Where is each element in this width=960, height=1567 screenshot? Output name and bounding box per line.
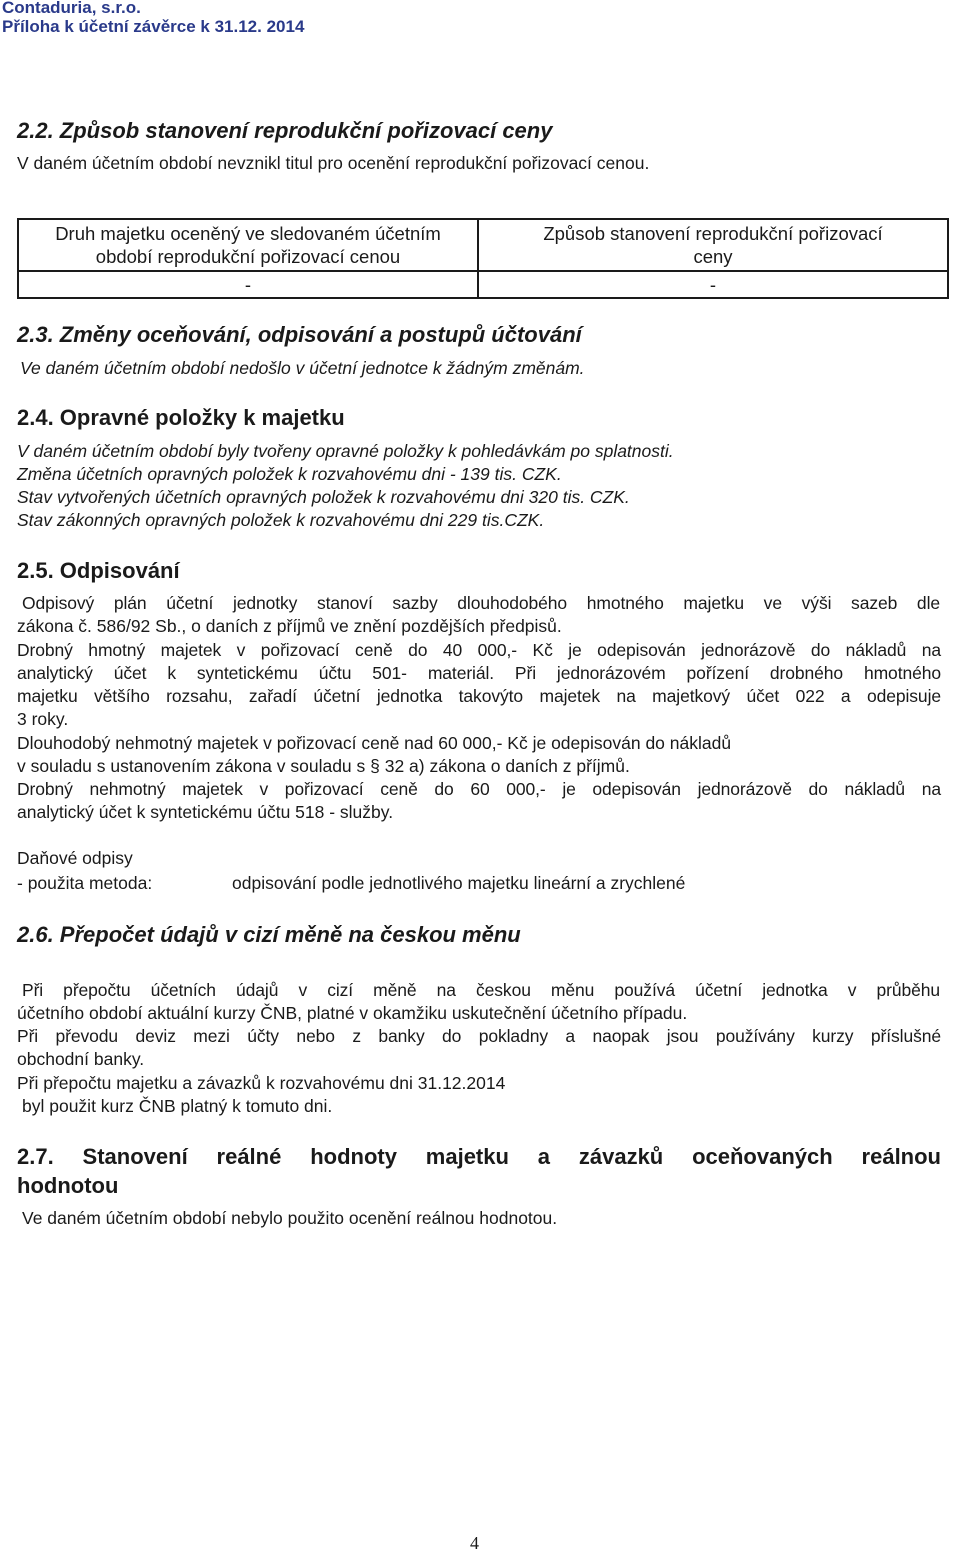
table-cell-asset-type: - (18, 271, 478, 298)
section-2-6-line1: Při přepočtu účetních údajů v cizí měně na českou měnu používá účetní jednotka v průběhu (22, 980, 940, 1000)
small-intangible-line1: Drobný nehmotný majetek v pořizovací ceně do 60 000,- je odepisován jednorázově do nákladů na (17, 779, 941, 799)
section-2-6-line2: účetního období aktuální kurzy ČNB, platné v okamžiku uskutečnění účetního případu. (17, 1003, 688, 1023)
reproduction-cost-table (17, 218, 949, 299)
section-2-2-heading: 2.2. Způsob stanovení reprodukční pořizovací ceny (17, 118, 553, 143)
table-header-row (18, 219, 948, 271)
section-2-5-heading: 2.5. Odpisování (17, 558, 180, 583)
table-header-method-line1: Způsob stanovení reprodukční pořizovací (543, 223, 883, 244)
section-2-6-heading: 2.6. Přepočet údajů v cizí měně na českou měnu (17, 922, 521, 947)
section-2-3-heading: 2.3. Změny oceňování, odpisování a postupů účtování (17, 322, 582, 347)
section-2-6-line6: byl použit kurz ČNB platný k tomuto dni. (22, 1096, 333, 1116)
page-number: 4 (470, 1533, 479, 1553)
method-value: odpisování podle jednotlivého majetku lineární a zrychlené (232, 873, 686, 893)
small-intangible-line2: analytický účet k syntetickému účtu 518 - služby. (17, 802, 394, 822)
depreciation-plan-line1: Odpisový plán účetní jednotky stanoví sazby dlouhodobého hmotného majetku ve výši sazeb dle (22, 593, 940, 613)
section-2-6-line5: Při přepočtu majetku a závazků k rozvahovému dni 31.12.2014 (17, 1073, 506, 1093)
section-2-4-line3: Stav vytvořených účetních opravných položek k rozvahovému dni 320 tis. CZK. (17, 487, 630, 507)
section-2-6-line4: obchodní banky. (17, 1049, 145, 1069)
method-label: - použita metoda: (17, 873, 153, 893)
depreciation-plan-line2: zákona č. 586/92 Sb., o daních z příjmů ve znění pozdějších předpisů. (17, 616, 562, 636)
table-row (18, 271, 948, 298)
section-2-7-heading-line2: hodnotou (17, 1173, 119, 1198)
section-2-4-line1: V daném účetním období byly tvořeny opravné položky k pohledávkám po splatnosti. (17, 441, 674, 461)
section-2-7-text: Ve daném účetním období nebylo použito ocenění reálnou hodnotou. (22, 1208, 558, 1228)
table-header-method (478, 219, 948, 271)
table-header-method-line2: ceny (693, 246, 733, 267)
table-header-asset-type (18, 219, 478, 271)
small-tangible-line4: 3 roky. (17, 709, 69, 729)
small-tangible-line1: Drobný hmotný majetek v pořizovací ceně do 40 000,- Kč je odepisován jednorázově do nákladů na (17, 640, 941, 660)
section-2-4-heading: 2.4. Opravné položky k majetku (17, 405, 345, 430)
small-tangible-line2: analytický účet k syntetickému účtu 501- materiál. Při jednorázovém pořízení drobného hmotného (17, 663, 941, 683)
section-2-6-line3: Při převodu deviz mezi účty nebo z banky do pokladny a naopak jsou používány kurzy příslušné (17, 1026, 941, 1046)
tax-depreciation-heading: Daňové odpisy (17, 848, 133, 868)
table-header-asset-type-line1: Druh majetku oceněný ve sledovaném účetním (55, 223, 441, 244)
table-header-asset-type-line2: období reprodukční pořizovací cenou (95, 246, 401, 267)
intangible-line1: Dlouhodobý nehmotný majetek v pořizovací ceně nad 60 000,- Kč je odepisován do nákladů (17, 733, 732, 753)
section-2-4-line2: Změna účetních opravných položek k rozvahovému dni - 139 tis. CZK. (17, 464, 562, 484)
table-cell-method: - (478, 271, 948, 298)
section-2-3-text: Ve daném účetním období nedošlo v účetní jednotce k žádným změnám. (20, 358, 585, 378)
section-2-4-line4: Stav zákonných opravných položek k rozvahovému dni 229 tis.CZK. (17, 510, 545, 530)
section-2-7-heading-line1: 2.7. Stanovení reálné hodnoty majetku a závazků oceňovaných reálnou (17, 1144, 941, 1169)
section-2-2-text: V daném účetním období nevznikl titul pro ocenění reprodukční pořizovací cenou. (17, 153, 650, 173)
company-name: Contaduria, s.r.o. (2, 0, 141, 17)
small-tangible-line3: majetku většího rozsahu, zařadí účetní jednotka takovýto majetek na majetkový účet 022 a odepisuje (17, 686, 941, 706)
intangible-line2: v souladu s ustanovením zákona v souladu s § 32 a) zákona o daních z příjmů. (17, 756, 630, 776)
document-subtitle: Příloha k účetní závěrce k 31.12. 2014 (2, 17, 305, 36)
